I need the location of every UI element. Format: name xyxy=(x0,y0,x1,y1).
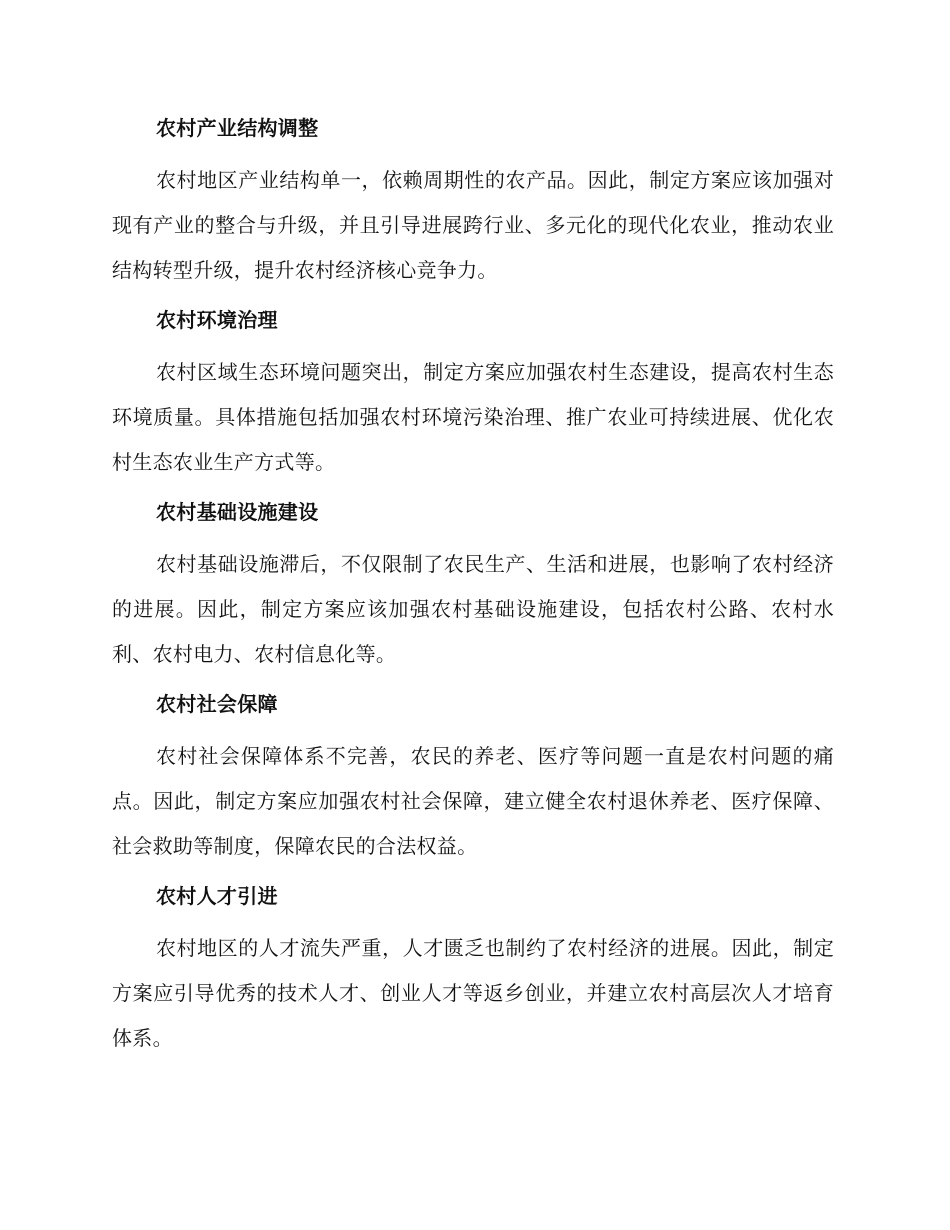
section-industry-structure xyxy=(112,110,834,293)
section-social-security xyxy=(112,686,834,869)
section-paragraph: 农村社会保障体系不完善，农民的养老、医疗等问题一直是农村问题的痛点。因此，制定方案应加强农村社会保障，建立健全农村退休养老、医疗保障、社会救助等制度，保障农民的合法权益。 xyxy=(112,744,834,858)
section-heading: 农村基础设施建设 xyxy=(156,500,319,524)
section-paragraph: 农村地区的人才流失严重，人才匮乏也制约了农村经济的进展。因此，制定方案应引导优秀的技术人才、创业人才等返乡创业，并建立农村高层次人才培育体系。 xyxy=(112,936,834,1050)
section-heading: 农村人才引进 xyxy=(156,884,278,908)
section-infrastructure xyxy=(112,494,834,677)
section-environment-governance xyxy=(112,302,834,485)
section-paragraph: 农村区域生态环境问题突出，制定方案应加强农村生态建设，提高农村生态环境质量。具体措施包括加强农村环境污染治理、推广农业可持续进展、优化农村生态农业生产方式等。 xyxy=(112,360,834,474)
section-heading: 农村产业结构调整 xyxy=(156,116,319,140)
section-paragraph: 农村基础设施滞后，不仅限制了农民生产、生活和进展，也影响了农村经济的进展。因此，制定方案应该加强农村基础设施建设，包括农村公路、农村水利、农村电力、农村信息化等。 xyxy=(112,552,834,666)
section-heading: 农村环境治理 xyxy=(156,308,278,332)
section-heading: 农村社会保障 xyxy=(156,692,278,716)
document-content xyxy=(112,110,834,1070)
section-talent-introduction xyxy=(112,878,834,1061)
section-paragraph: 农村地区产业结构单一，依赖周期性的农产品。因此，制定方案应该加强对现有产业的整合与升级，并且引导进展跨行业、多元化的现代化农业，推动农业结构转型升级，提升农村经济核心竞争力。 xyxy=(112,168,834,282)
